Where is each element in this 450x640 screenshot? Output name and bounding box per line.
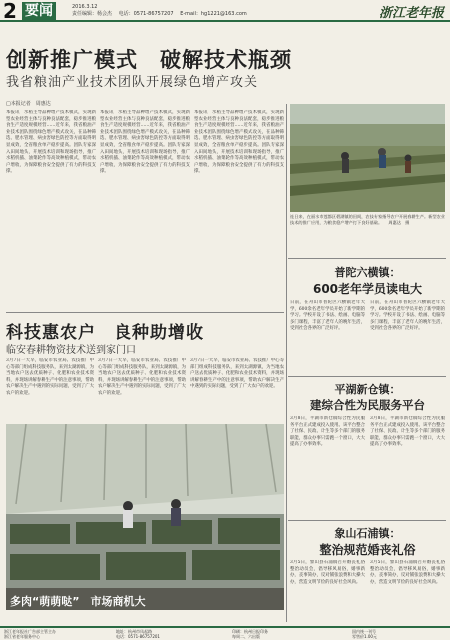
footer-col6: 每周二、六出版 (232, 634, 260, 639)
email: E-mail：hg1221@163.com (180, 11, 247, 17)
farm-field-photo (290, 104, 445, 212)
story-xincang-body: 3月8日，平湖市新仓镇综合性为民服务平台正式建成投入使用。该平台整合了社保、民政、计生等多个部门的服务职能，群众办事只需跑一个窗口，大大提高了办事效率。 (290, 416, 365, 448)
footer-col8: 零售价1.00元 (352, 634, 377, 639)
divider (288, 258, 446, 259)
footer-col4: 电话：0571-86757201 (116, 634, 160, 639)
science-subheadline: 临安春耕物资技术送到家门口 (6, 345, 136, 356)
story-liuheng-headline: 普陀六横镇： (334, 266, 401, 279)
story-liuheng-subheadline: 600老年学员读电大 (312, 282, 423, 296)
footer (0, 626, 450, 640)
science-headline: 科技惠农户 良种助增收 (6, 323, 204, 343)
science-body-col2: 3月7日一大早，临安市农业局、农技推广中心等部门组成科技服务队，来到太湖源镇，为当地农户送去优质种子、化肥和农业技术资料，并现场讲解春耕生产中的注意事项，帮助农户解决生产中遇到的实际问题，受到了广大农户的欢迎。 (98, 358, 186, 396)
story-shipu-subheadline: 整治规范婚丧礼俗 (319, 543, 416, 557)
main-story-body: 本报讯 水稻主导品种增产技术模式，实现新型农业经营主体与良种良法配套，稳步推进粮食生产适度规模经营……近年来，我省粮油产业技术团队围绕绿色增产模式攻关，在品种筛选、肥水管理、病虫害绿色防控等方面取得明显成效，全省粮食单产稳步提高。团队专家深入田间地头，开展技术培训和现场指导，推广水稻机插、油菜轮作等高效种植模式，带动农户增收，为保障粮食安全提供了有力的科技支撑。 (6, 110, 96, 175)
main-byline: □本报记者 周惠达 (6, 101, 51, 107)
footer-col3: 地址：杭州市凤起路 (116, 629, 152, 634)
story-shipu-headline: 象山石浦镇： (334, 527, 401, 540)
photo-caption: 连日来，在丽水市莲都区碧湖镇的田间，农技专家指导农户开展春耕生产。新型农业技术的推广应用，为粮食稳产增产打下良好基础。 周惠达 摄 (290, 214, 445, 225)
footer-col5: 印刷：杭州日报印务 (232, 629, 268, 634)
story-xincang-headline: 平湖新仓镇： (334, 383, 401, 396)
phone: 电话：0571-86757207 (118, 11, 174, 17)
story-liuheng-body-col2: 日前，在舟山市普陀区六横镇老年大学，600余名老年学员开始了新学期的学习。学校开设了书法、绘画、电脑等多门课程，丰富了老年人的晚年生活，受到社会各界的广泛好评。 (370, 300, 445, 332)
divider (288, 520, 446, 521)
section-name: 要闻 (22, 2, 56, 20)
main-story-body-col3: 本报讯 水稻主导品种增产技术模式，实现新型农业经营主体与良种良法配套，稳步推进粮食生产适度规模经营……近年来，我省粮油产业技术团队围绕绿色增产模式攻关，在品种筛选、肥水管理、病虫害绿色防控等方面取得明显成效，全省粮食单产稳步提高。团队专家深入田间地头，开展技术培训和现场指导，推广水稻机插、油菜轮作等高效种植模式，带动农户增收，为保障粮食安全提供了有力的科技支撑。 (194, 110, 284, 175)
main-story-body-col2: 本报讯 水稻主导品种增产技术模式，实现新型农业经营主体与良种良法配套，稳步推进粮食生产适度规模经营……近年来，我省粮油产业技术团队围绕绿色增产模式攻关，在品种筛选、肥水管理、病虫害绿色防控等方面取得明显成效，全省粮食单产稳步提高。团队专家深入田间地头，开展技术培训和现场指导，推广水稻机插、油菜轮作等高效种植模式，带动农户增收，为保障粮食安全提供了有力的科技支撑。 (100, 110, 190, 175)
main-subheadline: 我省粮油产业技术团队开展绿色增产攻关 (6, 75, 259, 90)
science-body: 3月7日一大早，临安市农业局、农技推广中心等部门组成科技服务队，来到太湖源镇，为当地农户送去优质种子、化肥和农业技术资料，并现场讲解春耕生产中的注意事项，帮助农户解决生产中遇到的实际问题，受到了广大农户的欢迎。 (6, 358, 94, 396)
story-shipu-body: 3月5日，象山县石浦镇召开婚丧礼俗整治动员会，倡导移风易俗，婚事新办，丧事简办，反对铺张浪费和大操大办，营造文明节俭的良好社会风尚。 (290, 560, 365, 585)
story-xincang-subheadline: 建综合性为民服务平台 (310, 398, 425, 412)
footer-col1: 浙江老年报社广告部主管主办 (4, 629, 56, 634)
story-liuheng-body: 日前，在舟山市普陀区六横镇老年大学，600余名老年学员开始了新学期的学习。学校开设了书法、绘画、电脑等多门课程，丰富了老年人的晚年生活，受到社会各界的广泛好评。 (290, 300, 365, 332)
page-number: 2 (3, 0, 17, 23)
column-divider (286, 104, 287, 622)
masthead-info (72, 4, 247, 18)
divider (6, 312, 284, 313)
story-shipu-body-col2: 3月5日，象山县石浦镇召开婚丧礼俗整治动员会，倡导移风易俗，婚事新办，丧事简办，反对铺张浪费和大操大办，营造文明节俭的良好社会风尚。 (370, 560, 445, 585)
science-body-col3: 3月7日一大早，临安市农业局、农技推广中心等部门组成科技服务队，来到太湖源镇，为当地农户送去优质种子、化肥和农业技术资料，并现场讲解春耕生产中的注意事项，帮助农户解决生产中遇到的实际问题，受到了广大农户的欢迎。 (190, 358, 284, 390)
editor: 责任编辑：杨会杰 (72, 11, 113, 17)
main-headline: 创新推广模式 破解技术瓶颈 (6, 48, 292, 72)
story-xincang-body-col2: 3月8日，平湖市新仓镇综合性为民服务平台正式建成投入使用。该平台整合了社保、民政、计生等多个部门的服务职能，群众办事只需跑一个窗口，大大提高了办事效率。 (370, 416, 445, 448)
paper-logo: 浙江老年报 (378, 6, 444, 21)
footer-col7: 国内统一刊号 (352, 629, 376, 634)
greenhouse-photo-caption: 多肉“萌萌哒” 市场商机大 (10, 595, 146, 608)
divider (288, 376, 446, 377)
issue-date: 2016.3.12 (72, 4, 98, 10)
footer-col2: 浙江省老年服务中心 (4, 634, 40, 639)
greenhouse-photo (6, 424, 284, 610)
